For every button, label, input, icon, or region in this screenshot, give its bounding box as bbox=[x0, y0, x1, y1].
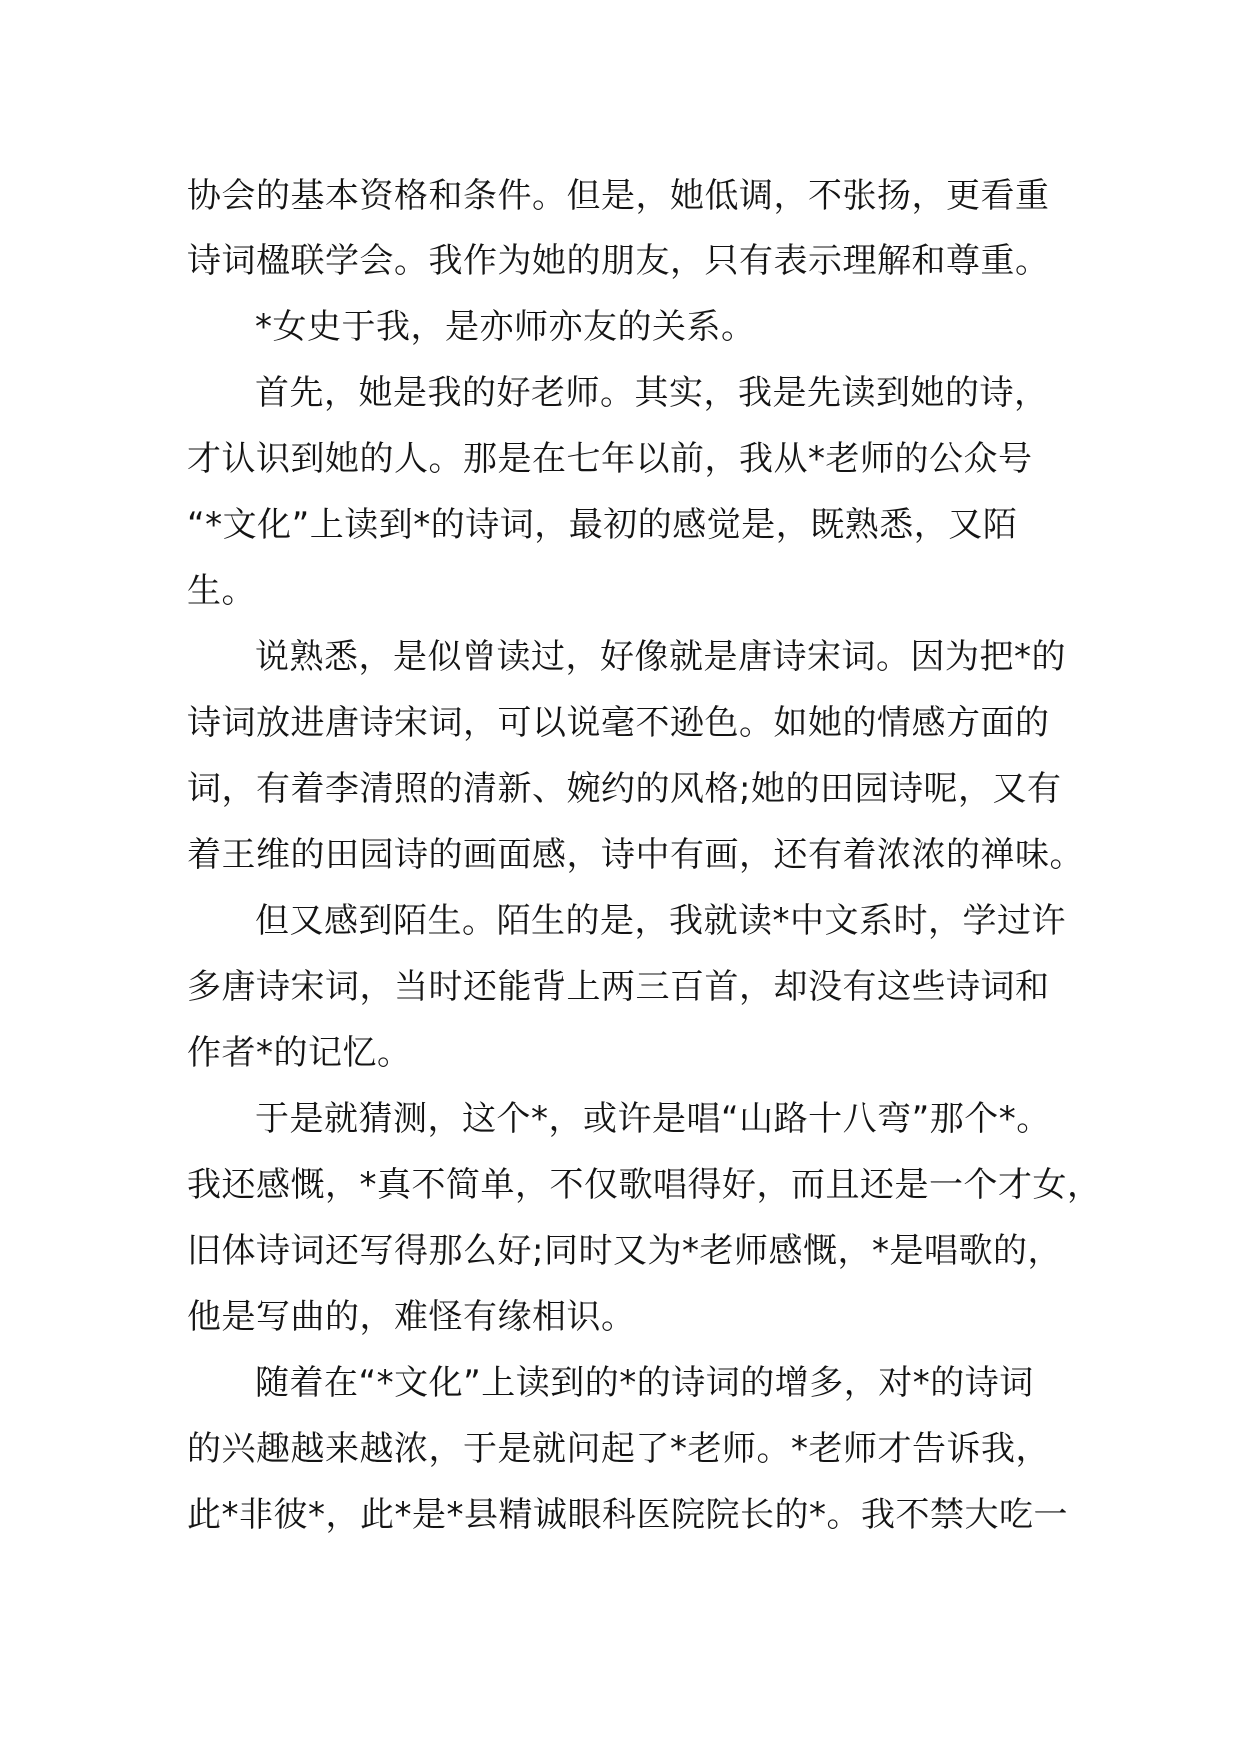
text-line: 旧体诗词还写得那么好;同时又为*老师感慨，*是唱歌的， bbox=[187, 1231, 1062, 1271]
text-line: 协会的基本资格和条件。但是，她低调，不张扬，更看重 bbox=[187, 176, 1050, 216]
paragraph-start-line: 于是就猜测，这个*，或许是唱“山路十八弯”那个*。 bbox=[255, 1099, 1051, 1139]
text-line: 多唐诗宋词，当时还能背上两三百首，却没有这些诗词和 bbox=[187, 967, 1050, 1007]
text-line: 的兴趣越来越浓，于是就问起了*老师。*老师才告诉我， bbox=[187, 1429, 1050, 1469]
paragraph-start-line: *女史于我，是亦师亦友的关系。 bbox=[255, 307, 756, 347]
text-line: 诗词楹联学会。我作为她的朋友，只有表示理解和尊重。 bbox=[187, 241, 1050, 281]
text-line: 此*非彼*，此*是*县精诚眼科医院院长的*。我不禁大吃一 bbox=[187, 1495, 1068, 1535]
text-line: 诗词放进唐诗宋词，可以说毫不逊色。如她的情感方面的 bbox=[187, 703, 1050, 743]
paragraph-start-line: 随着在“*文化”上读到的*的诗词的增多，对*的诗词 bbox=[255, 1363, 1034, 1403]
text-line: 词，有着李清照的清新、婉约的风格;她的田园诗呢，又有 bbox=[187, 769, 1062, 809]
paragraph-start-line: 但又感到陌生。陌生的是，我就读*中文系时，学过许 bbox=[255, 901, 1066, 941]
paragraph-start-line: 首先，她是我的好老师。其实，我是先读到她的诗， bbox=[255, 373, 1049, 413]
paragraph-start-line: 说熟悉，是似曾读过，好像就是唐诗宋词。因为把*的 bbox=[255, 637, 1066, 677]
text-line: “*文化”上读到*的诗词，最初的感觉是，既熟悉，又陌 bbox=[187, 505, 1018, 545]
text-line: 着王维的田园诗的画面感，诗中有画，还有着浓浓的禅味。 bbox=[187, 835, 1084, 875]
text-line: 他是写曲的，难怪有缘相识。 bbox=[187, 1297, 636, 1337]
text-line: 作者*的记忆。 bbox=[187, 1033, 412, 1073]
text-line: 生。 bbox=[187, 571, 256, 611]
text-line: 才认识到她的人。那是在七年以前，我从*老师的公众号 bbox=[187, 439, 1033, 479]
text-line: 我还感慨，*真不简单，不仅歌唱得好，而且还是一个才女， bbox=[187, 1165, 1102, 1205]
